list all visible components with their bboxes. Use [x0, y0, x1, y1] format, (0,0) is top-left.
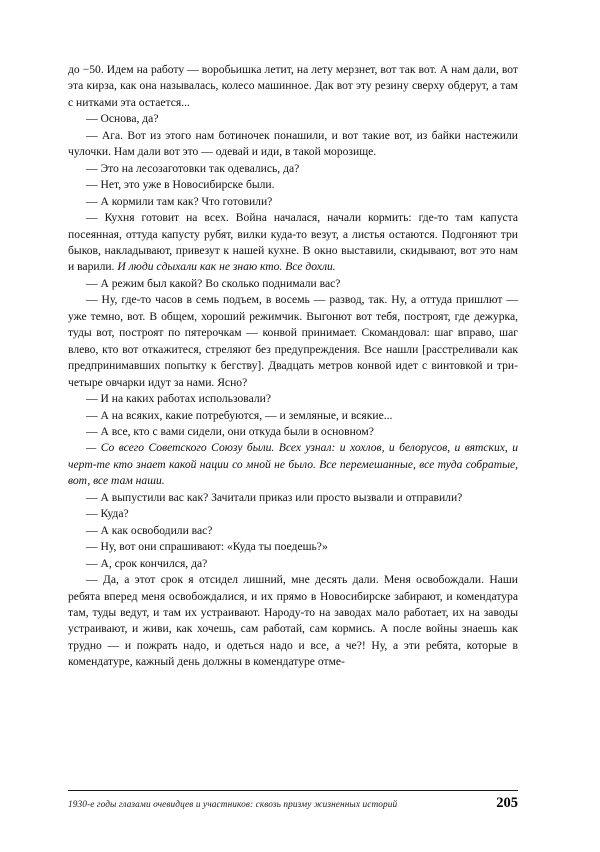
- plain-text: — Ну, вот они спрашивают: «Куда ты поедешь?»: [86, 540, 328, 554]
- plain-text: — Основа, да?: [86, 112, 159, 126]
- paragraph: [68, 506, 518, 522]
- paragraph: [68, 161, 518, 177]
- plain-text: — Нет, это уже в Новосибирске были.: [86, 178, 275, 192]
- plain-text: — Кухня готовит на всех. Война началася, начали кормить: где-то там капуста посеянная, оттуда капусту рубят, вилки куда-то везут, а листья остаются. Подгоняют три быков, накладывают, привезут к нашей кухне. В окно выставили, скидывают, вот это нам и варили.: [68, 211, 518, 274]
- plain-text: — Ага. Вот из этого нам ботиночек понашили, и вот такие вот, из байки настежили чулочки. Нам дали вот это — одевай и иди, в такой морозище.: [68, 128, 518, 159]
- page-footer: [68, 790, 518, 812]
- paragraph: [68, 572, 518, 671]
- plain-text: — И на каких работах использовали?: [86, 392, 271, 406]
- plain-text: — Куда?: [86, 507, 129, 521]
- paragraph: [68, 292, 518, 391]
- emphasis-text: — Со всего Советского Союзу были. Всех узнал: и хохлов, и белорусов, и вятских, и черт-те кто знает какой нации со мной не было. Все перемешанные, все туда собратые, вот, все там наши.: [68, 441, 518, 488]
- paragraph: [68, 111, 518, 127]
- plain-text: — Да, а этот срок я отсидел лишний, мне десять дали. Меня освобождали. Наши ребята вперед меня освобождалися, и их прямо в Новосибирске забирают, и комендатура там, туды ведут, и там их устраивают. Народу-то на заводах мало работает, их на заводы устраивают, и живи, как хочешь, сам работай, сам кормись. А после войны знаешь как трудно — и пожрать надо, и одеться надо и все, а че?! Ну, а эти ребята, которые в комендатуре, кажный день должны в комендатуре отме-: [68, 573, 518, 669]
- page-number: 205: [496, 795, 518, 811]
- paragraph: [68, 276, 518, 292]
- plain-text: — Ну, где-то часов в семь подъем, в восемь — развод, так. Ну, а оттуда пришлют — уже темно, вот. В общем, хороший режимчик. Выгонют вот тебя, построят, где дежурка, туды вот, построят по пятерочкам — конвой принимает. Скомандовал: шаг вправо, шаг влево, кто вот откажитеся, стреляют без предупреждения. Все нашли [расстреливали как предпринимавших попытку к бегству]. Двадцать метров конвой идет с винтовкой и три-четыре овчарки идут за нами. Ясно?: [68, 293, 518, 389]
- page-content: [68, 62, 518, 671]
- plain-text: — А кормили там как? Что готовили?: [86, 194, 273, 208]
- paragraph: [68, 523, 518, 539]
- plain-text: — Это на лесозаготовки так одевались, да?: [86, 161, 300, 175]
- running-title: 1930-е годы глазами очевидцев и участников: сквозь призму жизненных историй: [68, 800, 398, 810]
- paragraph: [68, 424, 518, 440]
- paragraph: [68, 539, 518, 555]
- footer-divider: [68, 790, 518, 791]
- emphasis-text: И люди сдыхали как не знаю кто. Все дохли.: [117, 260, 336, 274]
- plain-text: — А выпустили вас как? Зачитали приказ или просто вызвали и отправили?: [86, 490, 463, 504]
- plain-text: — А режим был какой? Во сколько поднимали вас?: [86, 276, 341, 290]
- footer-row: [68, 795, 518, 812]
- plain-text: — А все, кто с вами сидели, они откуда были в основном?: [86, 424, 374, 438]
- paragraph: [68, 62, 518, 111]
- plain-text: — А на всяких, какие потребуются, — и земляные, и всякие...: [86, 408, 393, 422]
- plain-text: — А, срок кончился, да?: [86, 556, 208, 570]
- paragraph: [68, 408, 518, 424]
- paragraph: [68, 210, 518, 276]
- body-text: [68, 62, 518, 671]
- paragraph: [68, 128, 518, 161]
- plain-text: — А как освободили вас?: [86, 523, 213, 537]
- paragraph: [68, 194, 518, 210]
- paragraph: [68, 490, 518, 506]
- paragraph: [68, 440, 518, 489]
- paragraph: [68, 556, 518, 572]
- paragraph: [68, 391, 518, 407]
- paragraph: [68, 177, 518, 193]
- plain-text: до −50. Идем на работу — воробьишка летит, на лету мерзнет, вот так вот. А нам дали, вот эта кирза, как она называлась, колесо машинное. Дак вот эту резину сверху обдерут, а там с нитками эта остается...: [68, 63, 518, 109]
